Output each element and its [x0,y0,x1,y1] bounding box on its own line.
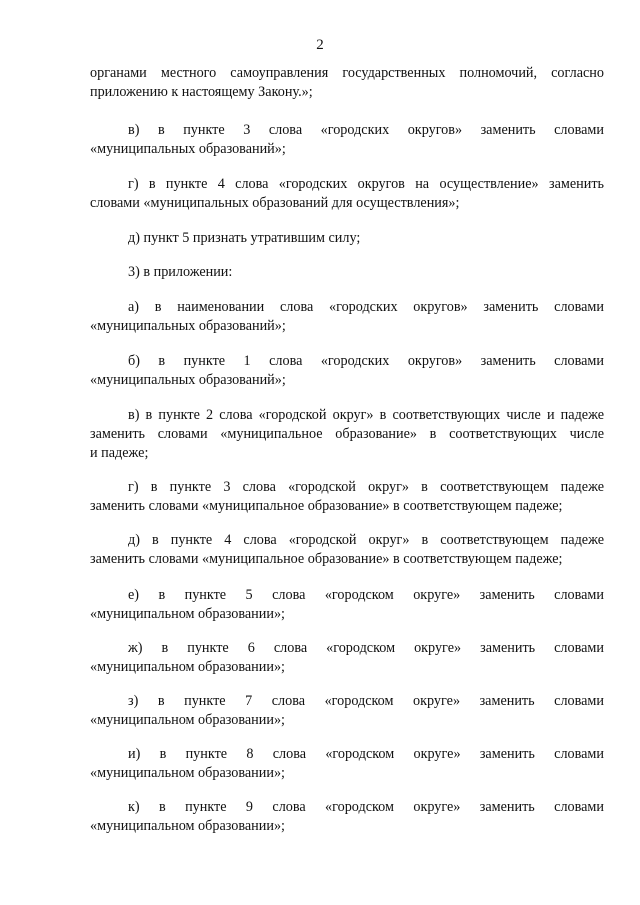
paragraph-item-zh [90,639,604,677]
paragraph-item-g2 [90,478,604,516]
text-line: «муниципальных образований»; [90,141,286,157]
text-line: и) в пункте 8 слова «городском округе» заменить словами [128,746,604,762]
paragraph-item-z [90,692,604,730]
text-line: «муниципальном образовании»; [90,712,285,728]
text-line: г) в пункте 4 слова «городских округов на осуществление» заменить [128,176,604,192]
text-line: заменить словами «муниципальное образование» в соответствующем падеже; [90,551,563,567]
paragraph-item-v [90,121,604,159]
text-line: д) пункт 5 признать утратившим силу; [128,230,361,246]
text-line: и падеже; [90,445,149,461]
paragraph-continuation [90,64,604,102]
text-line: «муниципальных образований»; [90,372,286,388]
paragraph-item-g [90,175,604,213]
text-line: в) в пункте 3 слова «городских округов» заменить словами [128,122,604,138]
text-line: органами местного самоуправления государственных полномочий, согласно [90,65,604,81]
text-line: а) в наименовании слова «городских округов» заменить словами [128,299,604,315]
text-line: б) в пункте 1 слова «городских округов» заменить словами [128,353,604,369]
text-line: словами «муниципальных образований для осуществления»; [90,195,460,211]
text-line: 3) в приложении: [128,264,233,280]
paragraph-item-k [90,798,604,836]
text-line: заменить словами «муниципальное образование» в соответствующем падеже; [90,498,563,514]
paragraph-item-d [90,229,604,248]
paragraph-item-b [90,352,604,390]
text-line: «муниципальном образовании»; [90,606,285,622]
text-line: «муниципальном образовании»; [90,659,285,675]
paragraph-item-3 [90,263,604,282]
paragraph-item-v2 [90,406,604,463]
paragraph-item-a [90,298,604,336]
text-line: з) в пункте 7 слова «городском округе» заменить словами [128,693,604,709]
text-line: д) в пункте 4 слова «городской округ» в соответствующем падеже [128,532,604,548]
paragraph-item-i [90,745,604,783]
text-line: к) в пункте 9 слова «городском округе» заменить словами [128,799,604,815]
text-line: «муниципальном образовании»; [90,818,285,834]
text-line: приложению к настоящему Закону.»; [90,84,313,100]
paragraph-item-e [90,586,604,624]
text-line: г) в пункте 3 слова «городской округ» в соответствующем падеже [128,479,604,495]
text-line: е) в пункте 5 слова «городском округе» заменить словами [128,587,604,603]
text-line: «муниципальных образований»; [90,318,286,334]
page-number: 2 [316,37,324,53]
text-line: «муниципальном образовании»; [90,765,285,781]
paragraph-item-d2 [90,531,604,569]
text-line: заменить словами «муниципальное образование» в соответствующих числе [90,426,604,442]
text-line: в) в пункте 2 слова «городской округ» в соответствующих числе и падеже [128,407,604,423]
text-line: ж) в пункте 6 слова «городском округе» заменить словами [128,640,604,656]
